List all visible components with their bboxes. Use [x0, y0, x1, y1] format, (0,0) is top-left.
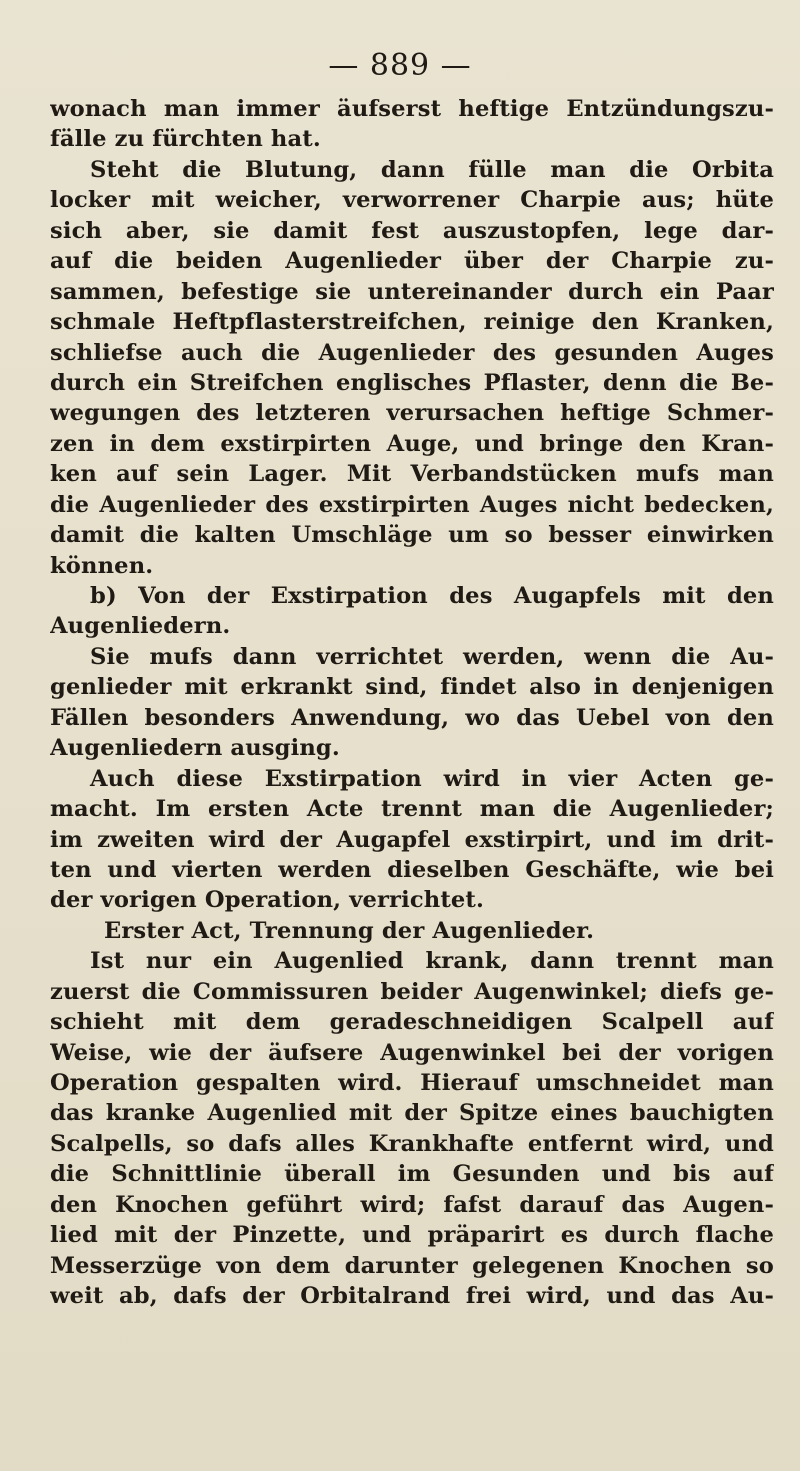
body-text: [50, 94, 774, 1312]
text-line: Fällen besonders Anwendung, wo das Uebel von den: [50, 704, 774, 731]
text-line: das kranke Augenlied mit der Spitze eines bauchigten: [50, 1100, 774, 1127]
text-line: können.: [50, 552, 154, 579]
text-line: die Schnittlinie überall im Gesunden und bis auf: [50, 1161, 774, 1188]
text-line: damit die kalten Umschläge um so besser einwirken: [50, 522, 774, 549]
text-line: weit ab, dafs der Orbitalrand frei wird, und das Au-: [50, 1283, 774, 1310]
text-line: den Knochen geführt wird; fafst darauf das Augen-: [50, 1191, 774, 1218]
text-line: schmale Heftpflasterstreifchen, reinige den Kranken,: [50, 309, 774, 336]
text-line: im zweiten wird der Augapfel exstirpirt, und im drit-: [50, 826, 774, 853]
text-line: sammen, befestige sie untereinander durch ein Paar: [50, 278, 774, 305]
text-line: macht. Im ersten Acte trennt man die Augenlieder;: [50, 796, 774, 823]
text-line: Erster Act, Trennung der Augenlieder.: [104, 917, 595, 944]
text-line: zen in dem exstirpirten Auge, und bringe den Kran-: [50, 430, 774, 457]
text-line: schliefse auch die Augenlieder des gesunden Auges: [50, 339, 774, 366]
text-line: die Augenlieder des exstirpirten Auges nicht bedecken,: [50, 491, 774, 518]
text-line: Auch diese Exstirpation wird in vier Acten ge-: [90, 765, 774, 792]
text-line: Steht die Blutung, dann fülle man die Orbita: [90, 156, 774, 183]
text-line: lied mit der Pinzette, und präparirt es durch flache: [50, 1222, 774, 1249]
text-line: Scalpells, so dafs alles Krankhafte entfernt wird, und: [50, 1130, 774, 1157]
text-line: Messerzüge von dem darunter gelegenen Knochen so: [50, 1252, 774, 1279]
text-line: fälle zu fürchten hat.: [50, 126, 321, 153]
text-line: auf die beiden Augenlieder über der Charpie zu-: [50, 248, 774, 275]
text-line: wegungen des letzteren verursachen heftige Schmer-: [50, 400, 774, 427]
text-line: locker mit weicher, verworrener Charpie aus; hüte: [50, 187, 774, 214]
text-line: der vorigen Operation, verrichtet.: [50, 887, 485, 914]
page-number: — 889 —: [328, 48, 472, 83]
text-line: wonach man immer äufserst heftige Entzündungszu-: [50, 96, 774, 122]
text-line: durch ein Streifchen englisches Pflaster, denn die Be-: [50, 369, 774, 396]
text-line: zuerst die Commissuren beider Augenwinkel; diefs ge-: [50, 978, 774, 1005]
text-line: ten und vierten werden dieselben Geschäfte, wie bei: [50, 856, 774, 883]
text-line: sich aber, sie damit fest auszustopfen, lege dar-: [50, 217, 774, 244]
text-line: Weise, wie der äufsere Augenwinkel bei der vorigen: [50, 1039, 774, 1066]
text-line: schieht mit dem geradeschneidigen Scalpell auf: [50, 1009, 774, 1036]
text-line: ken auf sein Lager. Mit Verbandstücken mufs man: [50, 461, 774, 488]
text-line: Augenliedern.: [50, 613, 231, 640]
text-line: Sie mufs dann verrichtet werden, wenn die Au-: [90, 643, 774, 670]
text-line: genlieder mit erkrankt sind, findet also in denjenigen: [50, 674, 774, 701]
text-line: b) Von der Exstirpation des Augapfels mit den: [90, 583, 774, 609]
text-line: Operation gespalten wird. Hierauf umschneidet man: [50, 1070, 774, 1096]
text-line: Augenliedern ausging.: [50, 735, 340, 762]
text-line: Ist nur ein Augenlied krank, dann trennt man: [90, 948, 774, 975]
